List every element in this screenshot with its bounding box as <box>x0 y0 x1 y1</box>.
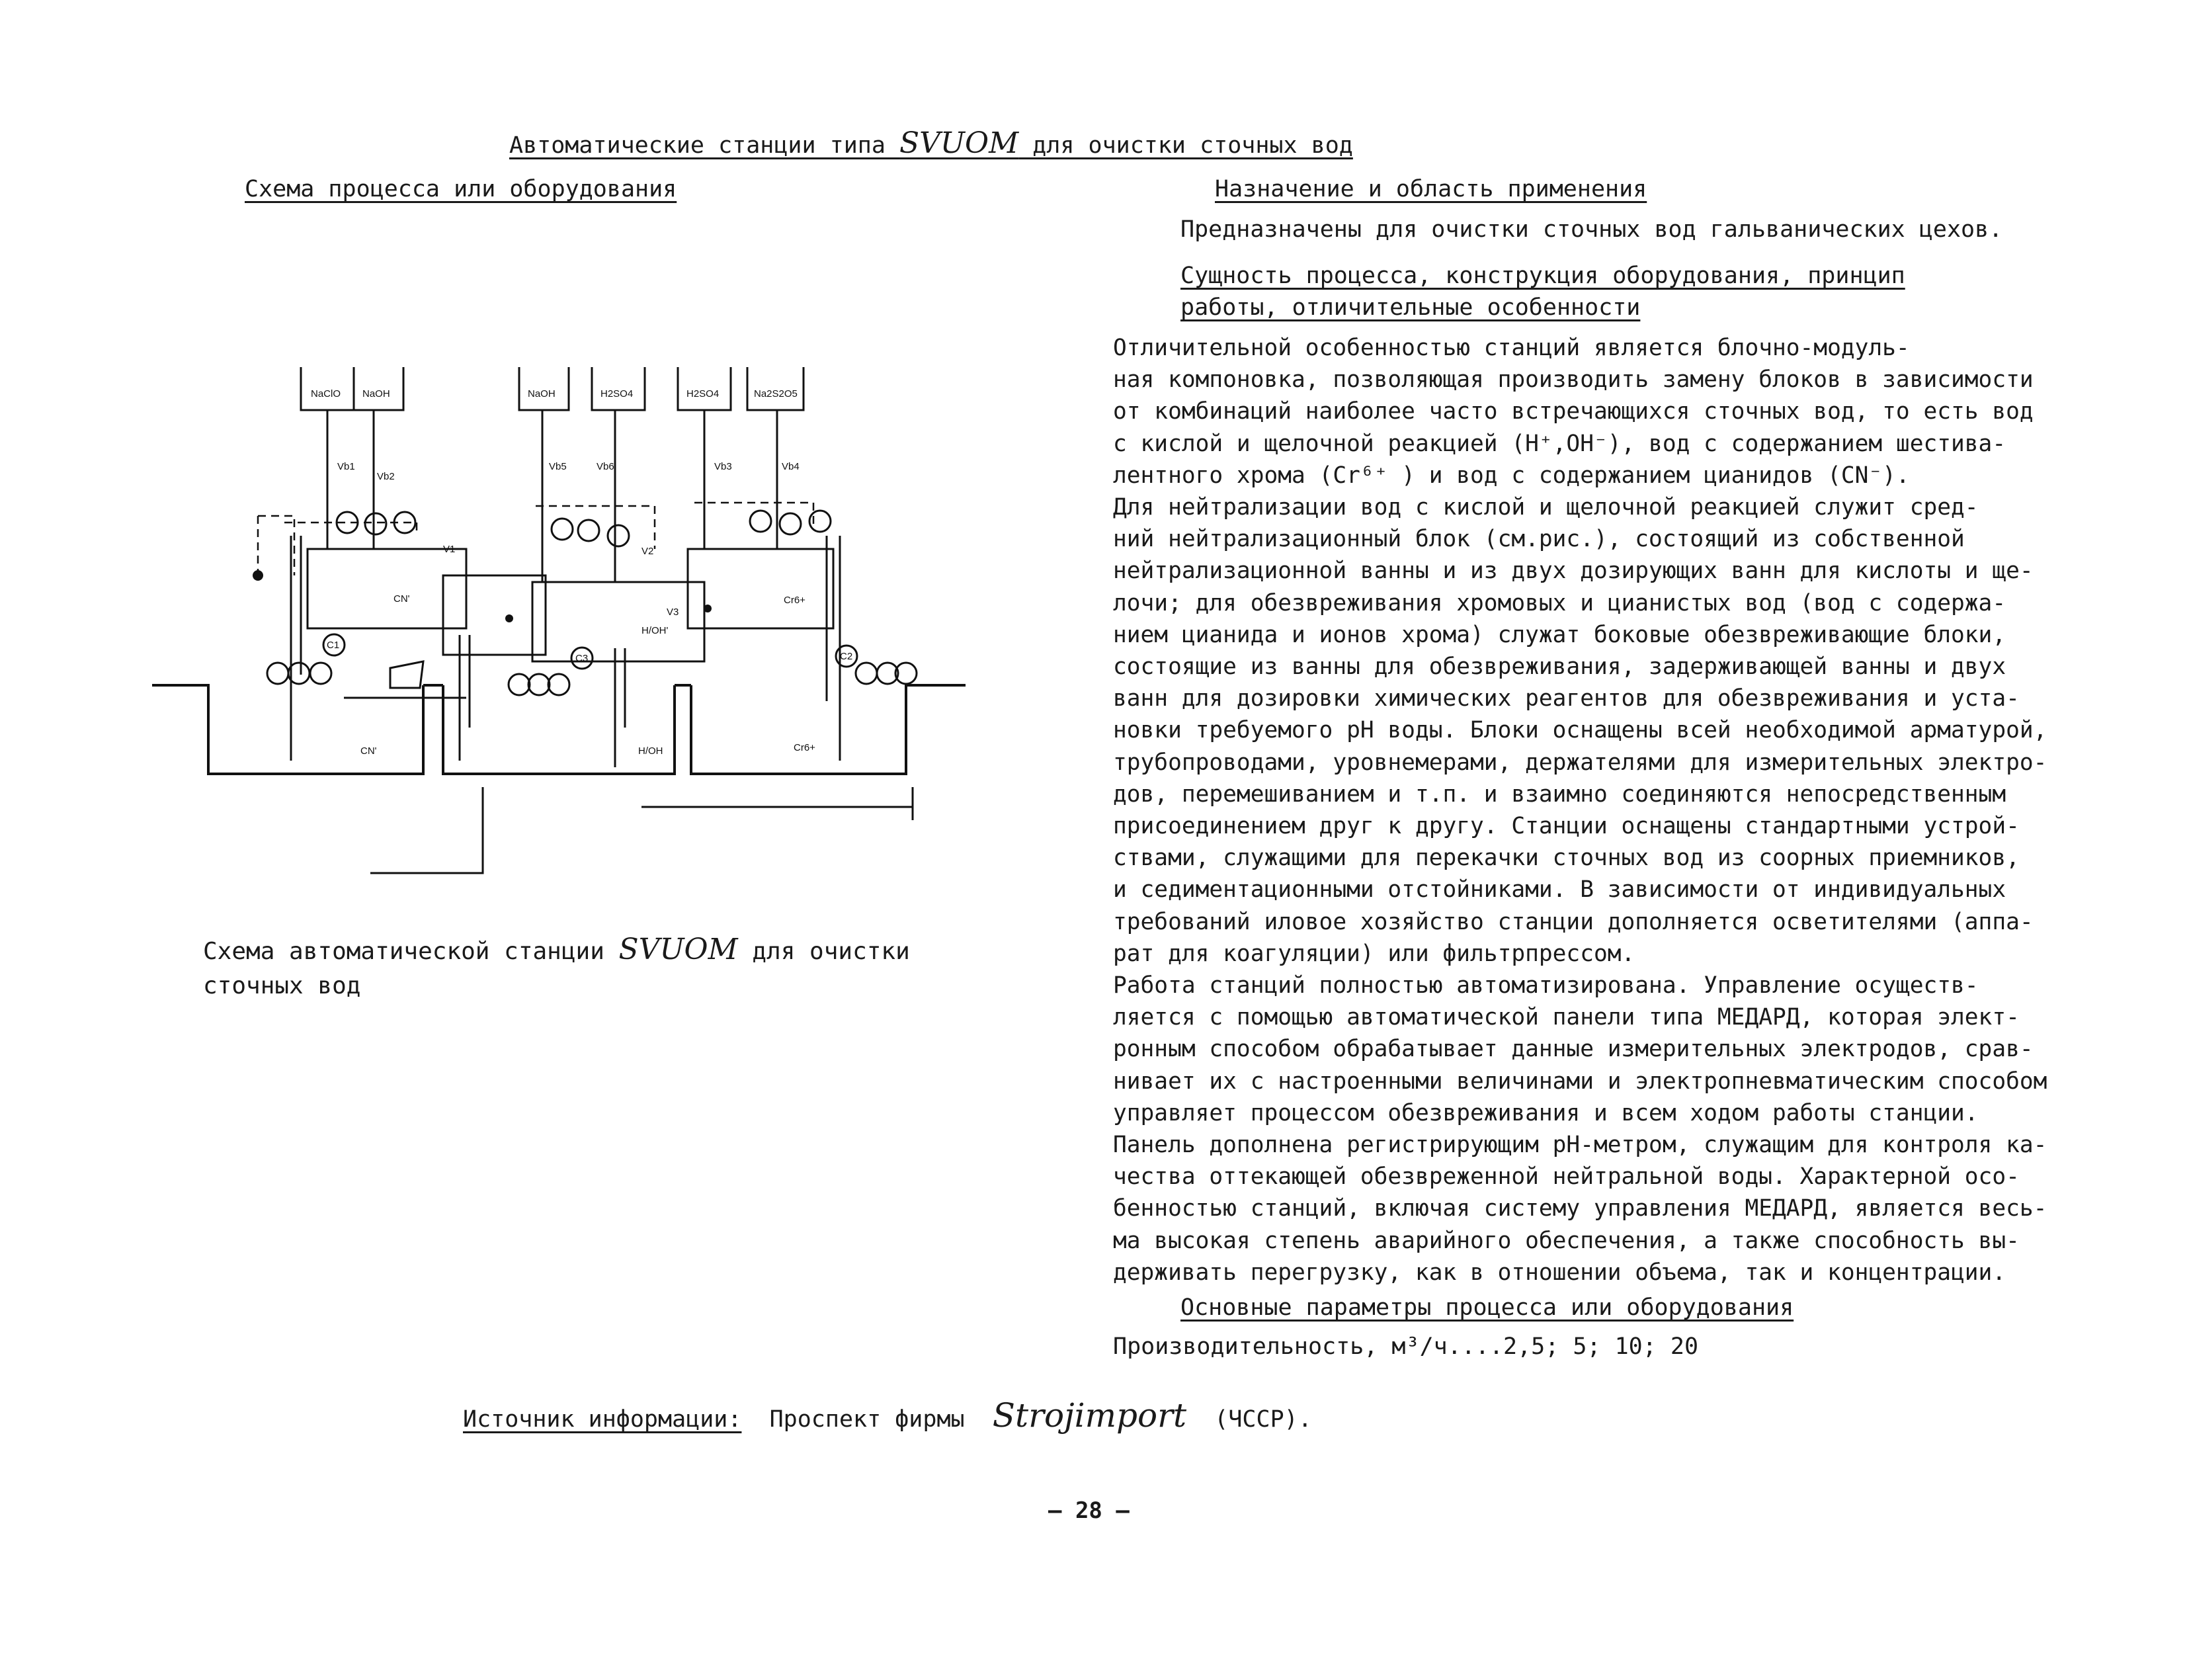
valve-label: Vb4 <box>782 461 800 472</box>
productivity-values: 2,5; 5; 10; 20 <box>1503 1333 1699 1360</box>
body-line: Для нейтрализации вод с кислой и щелочной реакцией служит сред- <box>1113 494 1979 521</box>
source-line <box>463 1397 1312 1438</box>
title-brand: SVUOM <box>899 126 1019 160</box>
tank-label: H/OH' <box>641 625 669 636</box>
productivity-label: Производительность, м³/ч <box>1113 1333 1448 1360</box>
tank-label: Cr6+ <box>784 595 805 606</box>
dosing-tank-label: H2SO4 <box>600 388 634 399</box>
body-line: Работа станций полностью автоматизирована. Управление осуществ- <box>1113 972 1979 999</box>
valve-label: Vb1 <box>337 461 355 472</box>
body-line: ронным способом обрабатывает данные измерительных электродов, срав- <box>1113 1036 2034 1063</box>
title-after: для очистки сточных вод <box>1018 132 1353 159</box>
scheme-heading: Схема процесса или оборудования <box>245 176 677 202</box>
body-line: лочи; для обезвреживания хромовых и цианистых вод (вод с содержа- <box>1113 589 2006 616</box>
caption-line2: сточных вод <box>203 972 361 999</box>
valve-label: Vb6 <box>597 461 614 472</box>
valve-label: V2 <box>641 546 654 557</box>
source-text: Проспект фирмы <box>769 1406 965 1433</box>
caption-before: Схема автоматической станции <box>203 938 619 965</box>
body-line: и седиментационными отстойниками. В зависимости от индивидуальных <box>1113 876 2006 903</box>
body-line: лентного хрома (Cr⁶⁺ ) и вод с содержанием цианидов (CN⁻). <box>1113 462 1910 489</box>
body-line: ванн для дозировки химических реагентов для обезвреживания и уста- <box>1113 685 2020 712</box>
body-line: требований иловое хозяйство станции дополняется осветителями (аппа- <box>1113 908 2034 935</box>
essence-heading-line1: Сущность процесса, конструкция оборудования, принцип <box>1180 263 1905 289</box>
title-before: Автоматические станции типа <box>509 132 900 159</box>
body-line: нием цианида и ионов хрома) служат боковые обезвреживающие блоки, <box>1113 621 2006 648</box>
body-line: ма высокая степень аварийного обеспечения, а также способность вы- <box>1113 1227 2020 1254</box>
purpose-heading: Назначение и область применения <box>1215 176 1647 202</box>
page-title <box>509 128 1353 161</box>
params-heading: Основные параметры процесса или оборудования <box>1180 1294 1794 1321</box>
body-line: рат для коагуляции) или фильтрпрессом. <box>1113 940 1635 967</box>
page-number: — 28 — <box>1048 1497 1130 1524</box>
electrode-label: C3 <box>575 653 589 664</box>
process-diagram <box>152 357 972 886</box>
body-line: бенностью станций, включая систему управления МЕДАРД, является весь- <box>1113 1195 2047 1222</box>
body-line: дов, перемешиванием и т.п. и взаимно соединяются непосредственным <box>1113 780 2006 808</box>
dosing-tank-label: H2SO4 <box>686 388 720 399</box>
body-line: нейтрализационной ванны и из двух дозирующих ванн для кислоты и ще- <box>1113 558 2034 585</box>
body-line: ний нейтрализационный блок (см.рис.), состоящий из собственной <box>1113 526 1965 553</box>
productivity-line <box>1113 1331 1698 1363</box>
body-line: новки требуемого pH воды. Блоки оснащены всей необходимой арматурой, <box>1113 717 2047 744</box>
dosing-tank-label: Na2S2O5 <box>754 388 798 399</box>
body-line: держивать перегрузку, как в отношении объема, так и концентрации. <box>1113 1259 2006 1286</box>
caption-brand: SVUOM <box>618 933 738 966</box>
body-line: состоящие из ванны для обезвреживания, задерживающей ванны и двух <box>1113 653 2006 681</box>
body-text <box>1113 332 2047 1288</box>
body-line: ствами, служащими для перекачки сточных вод из соорных приемников, <box>1113 845 2020 872</box>
dosing-tank-label: NaOH <box>528 388 556 399</box>
caption-after: для очистки <box>737 938 910 965</box>
body-line: Отличительной особенностью станций является блочно-модуль- <box>1113 335 1910 361</box>
body-line: с кислой и щелочной реакцией (H⁺,OH⁻), вод с содержанием шестива- <box>1113 430 2006 457</box>
valve-label: Vb3 <box>714 461 732 472</box>
body-line: управляет процессом обезвреживания и всем ходом работы станции. <box>1113 1099 1979 1126</box>
body-line: чества оттекающей обезвреженной нейтральной воды. Характерной осо- <box>1113 1163 2020 1191</box>
source-company: Strojimport <box>992 1396 1187 1435</box>
valve-label: Vb2 <box>377 471 395 482</box>
valve-label: Vb5 <box>549 461 567 472</box>
productivity-dashes: .... <box>1447 1333 1504 1360</box>
body-line: ная компоновка, позволяющая производить замену блоков в зависимости <box>1113 366 2034 394</box>
body-line: трубопроводами, уровнемерами, держателями для измерительных электро- <box>1113 749 2047 776</box>
tank-label: CN' <box>393 593 410 605</box>
electrode-label: C1 <box>327 640 340 651</box>
source-label: Источник информации: <box>463 1406 742 1433</box>
tank-label: H/OH <box>638 745 663 757</box>
figure-caption <box>203 933 910 1003</box>
dosing-tank-label: NaOH <box>362 388 390 399</box>
valve-label: V3 <box>667 607 679 618</box>
source-country: (ЧССР). <box>1214 1406 1312 1433</box>
body-line: присоединением друг к другу. Станции оснащены стандартными устрой- <box>1113 813 2020 840</box>
electrode-label: C2 <box>840 651 853 662</box>
body-line: ляется с помощью автоматической панели типа МЕДАРД, которая элект- <box>1113 1004 2020 1031</box>
body-line: Панель дополнена регистрирующим pH-метром, служащим для контроля ка- <box>1113 1132 2047 1159</box>
body-line: нивает их с настроенными величинами и электропневматическим способом <box>1113 1068 2047 1095</box>
tank-label: Cr6+ <box>794 742 815 753</box>
purpose-text: Предназначены для очистки сточных вод гальванических цехов. <box>1180 216 2003 243</box>
essence-heading-line2: работы, отличительные особенности <box>1180 294 1641 321</box>
dosing-tank-label: NaClO <box>311 388 341 399</box>
valve-label: V1 <box>443 544 456 555</box>
tank-label: CN' <box>360 745 377 757</box>
body-line: от комбинаций наиболее часто встречающихся сточных вод, то есть вод <box>1113 398 2034 425</box>
